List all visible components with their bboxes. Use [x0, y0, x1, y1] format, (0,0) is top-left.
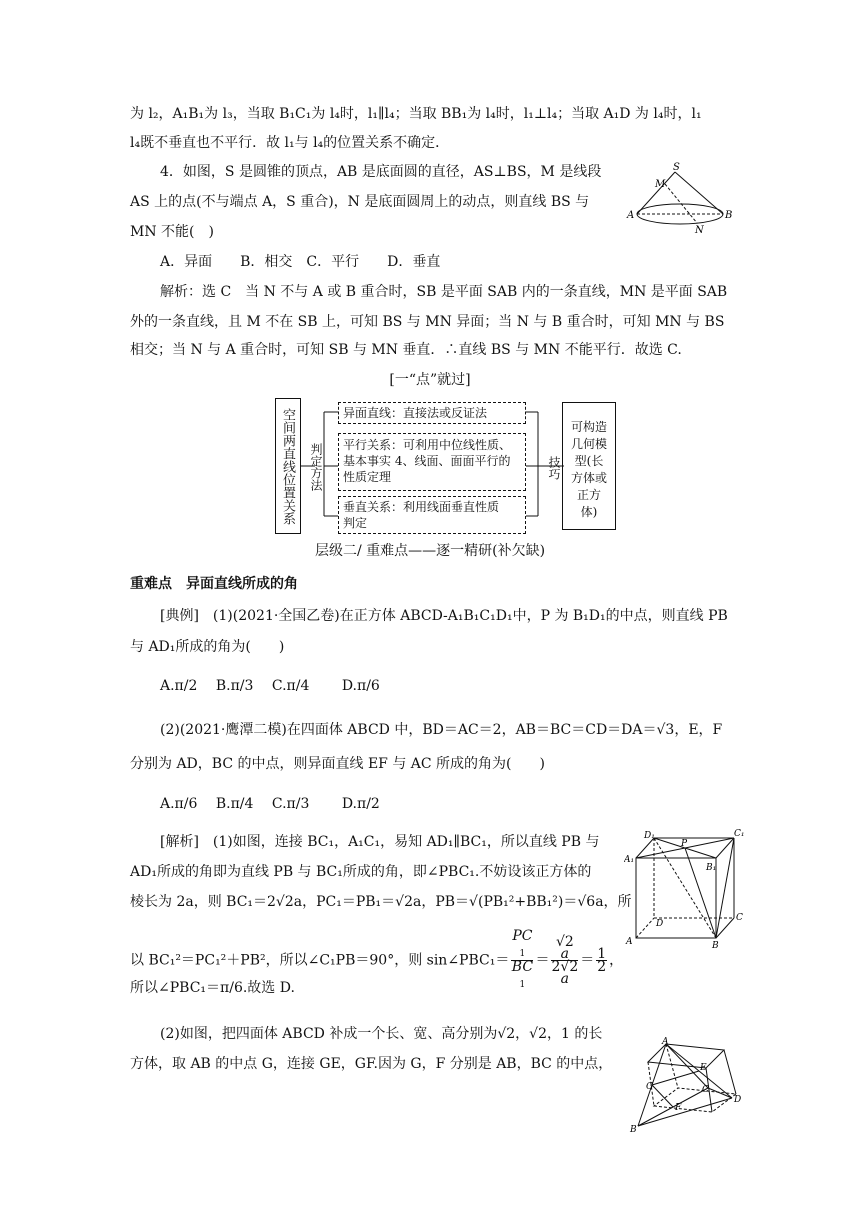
cube-label-p: P: [681, 839, 688, 849]
solution-line: 外的一条直线，且 M 不在 SB 上，可知 BS 与 MN 异面；当 N 与 B 重合时，可知 MN 与 BS: [130, 314, 725, 330]
box-label-b: B: [630, 1125, 637, 1135]
option: B.π/3: [215, 678, 254, 694]
item-perpendicular-line: 判定: [343, 516, 368, 530]
solution-line: 解析：选 C 当 N 不与 A 或 B 重合时，SB 是平面 SAB 内的一条直线，MN 是平面 SAB: [160, 284, 728, 300]
solution-text: 以 BC₁²＝PC₁²＋PB²，所以∠C₁PB＝90°，则 sin∠PBC₁＝: [130, 952, 510, 969]
cone-label-s: S: [673, 162, 680, 173]
example-2-line: (2)(2021·鹰潭二模)在四面体 ABCD 中，BD＝AC＝2，AB＝BC＝CD＝DA＝√3，E，F: [160, 722, 723, 738]
level-heading: 层级二/ 重难点——逐一精研(补欠缺): [314, 543, 546, 559]
cone-label-a: A: [627, 210, 635, 221]
question-4-line: AS 上的点(不与端点 A，S 重合)，N 是底面圆周上的动点，则直线 BS 与: [130, 194, 590, 210]
box-label-c: C: [702, 1085, 709, 1095]
cone-label-n: N: [695, 225, 704, 234]
example-1-options: [160, 676, 760, 696]
cube-label-d: D: [656, 919, 664, 929]
item-skew-lines: 异面直线：直接法或反证法: [338, 402, 526, 424]
option: A.π/2: [160, 678, 198, 694]
solution-line: 棱长为 2a，则 BC₁＝2√2a，PC₁＝PB₁＝√2a，PB＝√(PB₁²+BB₁²)＝√6a，所: [130, 894, 632, 910]
topic-heading: 重难点 异面直线所成的角: [130, 576, 298, 592]
cube-label-b: B: [712, 941, 719, 948]
fraction: PC $_1$ BC $_1$: [511, 928, 534, 990]
solution-line: (2)如图，把四面体 ABCD 补成一个长、宽、高分别为√2，√2，1 的长: [160, 1026, 603, 1042]
example-2-options: [160, 794, 760, 814]
model-box: 可构造几何模型(长方体或正方体): [562, 402, 616, 530]
fraction: $\frac{1}{2}$: [597, 945, 607, 975]
skill-label: 技巧: [547, 456, 561, 480]
cube-label-d1: D₁: [644, 831, 655, 841]
text-line: l₄既不垂直也不平行．故 l₁与 l₄的位置关系不确定．: [130, 135, 450, 151]
cube-label-c1: C₁: [734, 829, 744, 839]
option: D.π/2: [341, 796, 380, 812]
cube-figure: [624, 828, 744, 948]
option: C.π/3: [271, 796, 310, 812]
concept-box: 空间两直线位置关系: [275, 398, 301, 534]
example-2-line: 分别为 AD，BC 的中点，则异面直线 EF 与 AC 所成的角为( ): [130, 756, 545, 772]
solution-line: AD₁所成的角即为直线 PB 与 BC₁所成的角，即∠PBC₁.不妨设该正方体的: [130, 864, 592, 880]
solution-line: [解析] (1)如图，连接 BC₁，A₁C₁，易知 AD₁∥BC₁，所以直线 PB 与: [160, 834, 600, 850]
item-parallel-line: 性质定理: [343, 470, 392, 484]
solution-line: 方体，取 AB 的中点 G，连接 GE，GF.因为 G，F 分别是 AB，BC 的中点，: [130, 1056, 613, 1072]
diagram-heading: [一“点”就过]: [389, 372, 471, 388]
box-label-d: D: [734, 1095, 742, 1105]
solution-line: 所以∠PBC₁＝π/6.故选 D.: [130, 980, 295, 996]
box-label-a: A: [662, 1037, 669, 1047]
box-label-g: G: [646, 1082, 654, 1092]
option: A.π/6: [160, 796, 198, 812]
cube-label-c: C: [736, 913, 743, 923]
fraction: √2 a 2√2 a: [551, 933, 579, 987]
text-line: 为 l₂，A₁B₁为 l₃，当取 B₁C₁为 l₄时，l₁∥l₄；当取 BB₁为 l₄时，l₁⊥l₄；当取 A₁D 为 l₄时，l₁: [130, 106, 702, 122]
box-label-e: E: [700, 1063, 707, 1073]
item-parallel-line: 基本事实 4、线面、面面平行的: [343, 454, 511, 468]
item-perpendicular-line: 垂直关系：利用线面垂直性质: [343, 500, 500, 514]
example-1-line: [典例] (1)(2021·全国乙卷)在正方体 ABCD-A₁B₁C₁D₁中，P 为 B₁D₁的中点，则直线 PB: [160, 608, 728, 624]
box-figure: [628, 1036, 748, 1136]
item-perpendicular: [338, 496, 526, 534]
option: D.π/6: [341, 678, 380, 694]
cone-label-b: B: [725, 210, 733, 221]
solution-line: 相交；当 N 与 A 重合时，可知 SB 与 MN 垂直．∴直线 BS 与 MN 不能平行．故选 C.: [130, 342, 682, 358]
option: C.π/4: [271, 678, 310, 694]
cone-figure: [625, 162, 735, 234]
box-label-f: F: [675, 1103, 682, 1113]
cube-label-a1: A₁: [624, 855, 635, 865]
cone-label-m: M: [655, 179, 666, 190]
cube-label-b1: B₁: [706, 863, 717, 873]
example-1-line: 与 AD₁所成的角为( ): [130, 639, 285, 655]
method-label: 判定方法: [309, 443, 323, 491]
option: B.π/4: [215, 796, 254, 812]
item-parallel-line: 平行关系：可利用中位线性质、: [343, 438, 512, 452]
question-4-line: MN 不能( ): [130, 224, 214, 240]
cube-label-a: A: [626, 937, 633, 947]
question-4-line: 4．如图，S 是圆锥的顶点，AB 是底面圆的直径，AS⊥BS，M 是线段: [160, 164, 602, 180]
solution-line: 以 BC₁²＝PC₁²＋PB²，所以∠C₁PB＝90°，则 sin∠PBC₁＝ PC $_1$ BC $_1$ ＝ √2 a 2√2 a ＝ $\frac{1}{2}$ ，: [130, 928, 624, 990]
item-parallel: [338, 433, 526, 491]
options-line: A．异面 B．相交 C．平行 D．垂直: [160, 254, 441, 270]
